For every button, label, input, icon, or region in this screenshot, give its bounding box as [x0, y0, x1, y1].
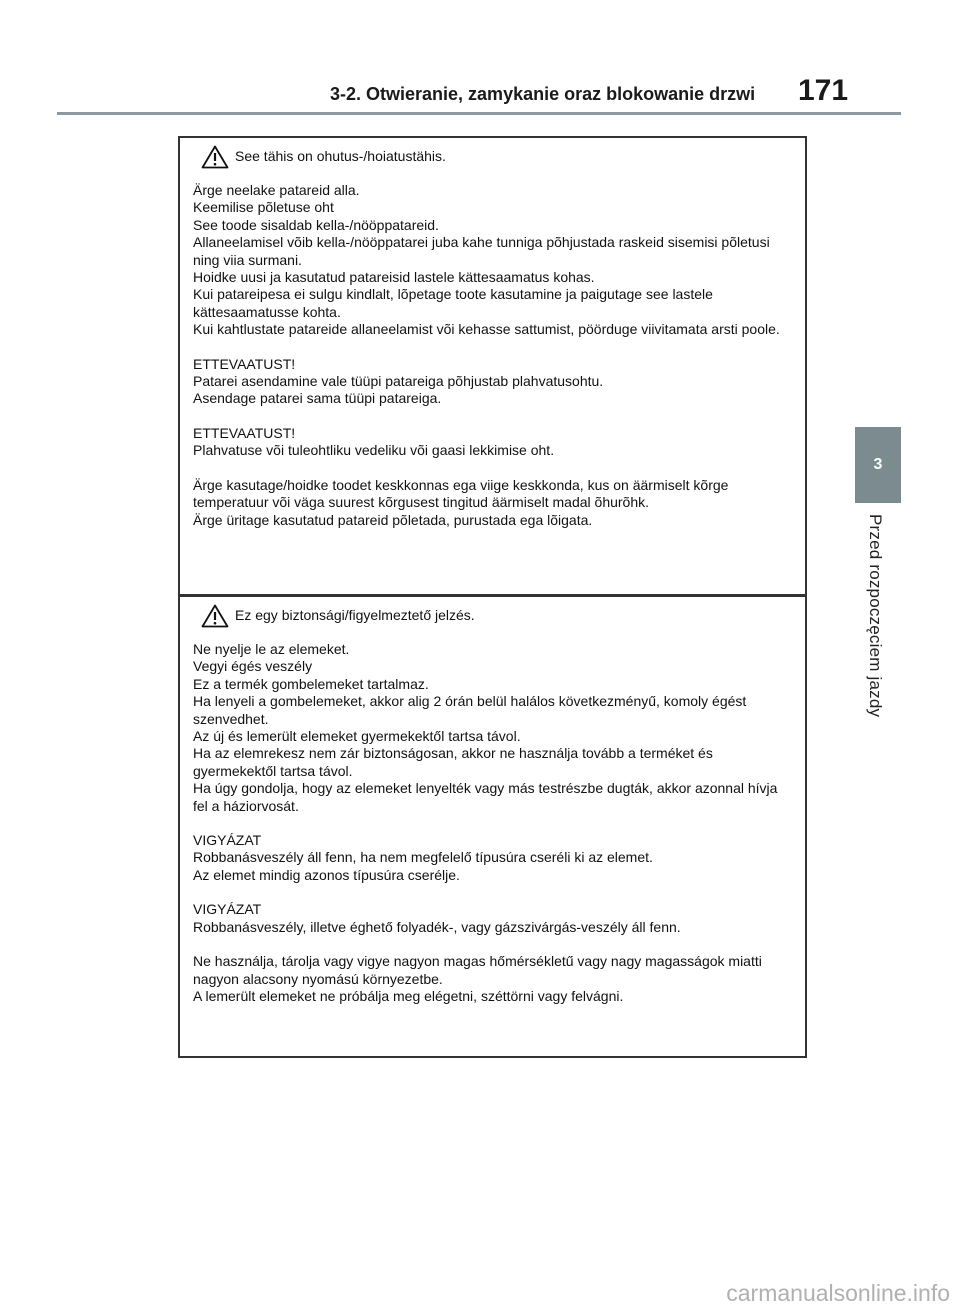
warning-line: Ärge neelake patareid alla.: [193, 182, 360, 198]
warning-line: ETTEVAATUST!: [193, 355, 296, 372]
warning-heading: [201, 603, 793, 629]
warning-heading-text: See tähis on ohutus-/hoiatustähis.: [235, 148, 446, 165]
chapter-number: 3: [873, 456, 883, 473]
warning-line: Kui patareipesa ei sulgu kindlalt, lõpetage toote kasutamine ja paigutage see lastele kättesaamatusse kohta.: [193, 286, 713, 320]
warning-paragraph: [193, 182, 793, 339]
warning-line: Ha lenyeli a gombelemeket, akkor alig 2 órán belül halálos következményű, komoly égést szenvedhet.: [193, 693, 747, 727]
warning-box-hungarian: [178, 595, 807, 1058]
warning-heading: [201, 144, 793, 170]
warning-line: See toode sisaldab kella-/nööppatareid.: [193, 216, 439, 233]
warning-triangle-icon: [201, 604, 229, 628]
page-number: 171: [798, 74, 849, 107]
warning-line: Vegyi égés veszély: [193, 658, 313, 675]
warning-line: A lemerült elemeket ne próbálja meg elégetni, széttörni vagy felvágni.: [193, 987, 624, 1004]
warning-line: Kui kahtlustate patareide allaneelamist või kehasse sattumist, pöörduge viivitamata arsti poole.: [193, 321, 780, 338]
warning-line: Allaneelamisel võib kella-/nööppatarei juba kahe tunniga põhjustada raskeid sisemisi põletusi ning viia surmani.: [193, 234, 770, 268]
chapter-tab[interactable]: [855, 427, 901, 503]
warning-paragraph: [193, 832, 793, 884]
warning-triangle-icon: [201, 145, 229, 169]
watermark: carmanualsonline.info: [726, 1280, 950, 1306]
warning-body: [193, 182, 793, 529]
section-title: 3-2. Otwieranie, zamykanie oraz blokowanie drzwi: [330, 84, 756, 104]
warning-line: Ez a termék gombelemeket tartalmaz.: [193, 675, 429, 692]
warning-paragraph: [193, 953, 793, 1005]
warning-paragraph: [193, 356, 793, 408]
warning-line: Plahvatuse või tuleohtliku vedeliku või gaasi lekkimise oht.: [193, 442, 555, 459]
warning-paragraph: [193, 477, 793, 529]
warning-line: Patarei asendamine vale tüüpi patareiga põhjustab plahvatusohtu.: [193, 373, 604, 390]
warning-heading-text: Ez egy biztonsági/figyelmeztető jelzés.: [235, 607, 475, 624]
warning-line: Ärge kasutage/hoidke toodet keskkonnas ega viige keskkonda, kus on äärmiselt kõrge temperatuur või väga suurest kõrgusest tingitud äärmiselt madal õhurõhk.: [193, 476, 729, 511]
warning-line: Robbanásveszély, illetve éghető folyadék-, vagy gázszivárgás-veszély áll fenn.: [193, 918, 681, 935]
warning-line: Ärge üritage kasutatud patareid põletada, purustada ega lõigata.: [193, 511, 593, 528]
warning-line: VIGYÁZAT: [193, 901, 262, 918]
warning-line: ETTEVAATUST!: [193, 424, 296, 441]
warning-line: VIGYÁZAT: [193, 832, 262, 849]
warning-line: Ha úgy gondolja, hogy az elemeket lenyelték vagy más testrészbe dugták, akkor azonnal hívja fel a háziorvosát.: [193, 780, 778, 814]
chapter-label: Przed rozpoczęciem jazdy: [866, 514, 885, 718]
warning-line: Robbanásveszély áll fenn, ha nem megfelelő típusúra cseréli ki az elemet.: [193, 849, 653, 866]
warning-line: Ne használja, tárolja vagy vigye nagyon magas hőmérsékletű vagy nagy magasságok miatti nagyon alacsony nyomású környezetbe.: [193, 953, 762, 987]
warning-line: Az új és lemerült elemeket gyermekektől tartsa távol.: [193, 728, 521, 745]
warning-line: Asendage patarei sama tüüpi patareiga.: [193, 390, 442, 407]
warning-line: Ha az elemrekesz nem zár biztonságosan, akkor ne használja tovább a terméket és gyermekektől tartsa távol.: [193, 745, 713, 779]
warning-line: Keemilise põletuse oht: [193, 199, 334, 216]
warning-paragraph: [193, 641, 793, 815]
warning-line: Ne nyelje le az elemeket.: [193, 641, 350, 657]
header-divider: [57, 112, 901, 115]
warning-paragraph: [193, 425, 793, 460]
warning-body: [193, 641, 793, 1005]
warning-paragraph: [193, 901, 793, 936]
warning-line: Hoidke uusi ja kasutatud patareisid lastele kättesaamatus kohas.: [193, 269, 595, 286]
warning-box-estonian: [178, 136, 807, 596]
warning-line: Az elemet mindig azonos típusúra cserélje.: [193, 866, 460, 883]
